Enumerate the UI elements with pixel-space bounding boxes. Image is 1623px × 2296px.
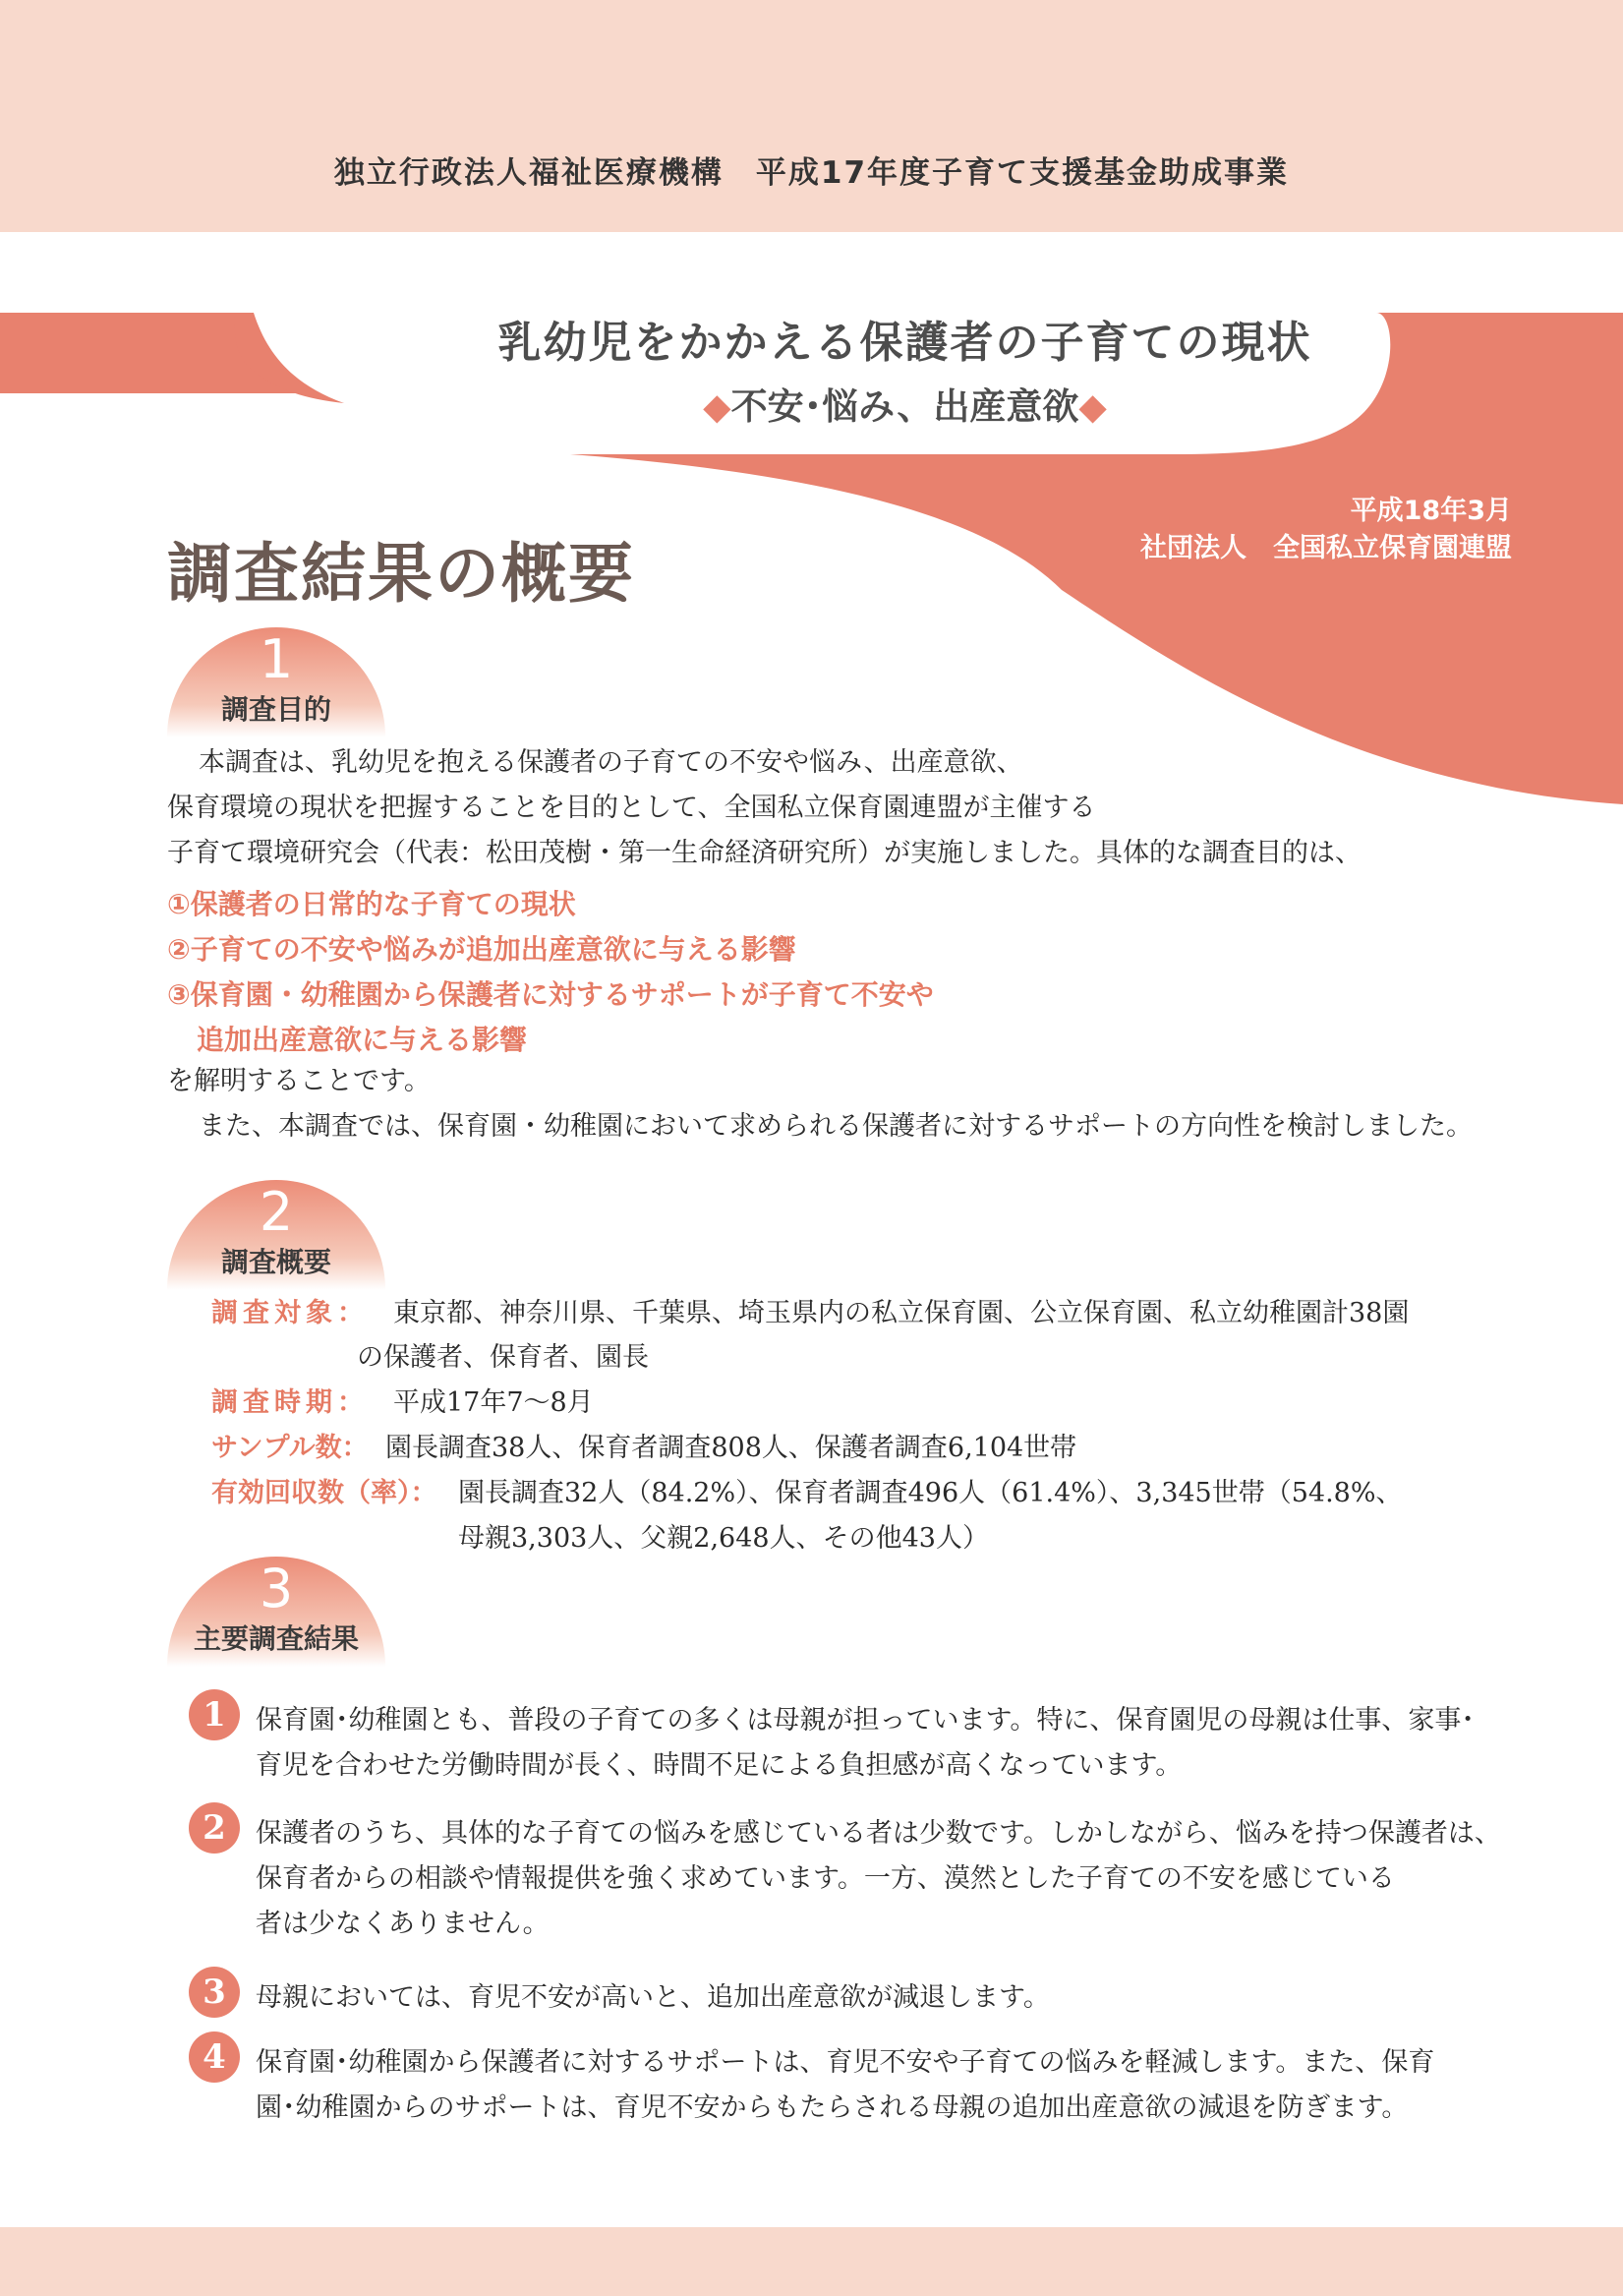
diamond-right-icon: ◆ <box>1078 385 1107 428</box>
publication-date: 平成18年3月 <box>1350 496 1512 526</box>
purpose-intro-line: 本調査は、乳幼児を抱える保護者の子育ての不安や悩み、出産意欲、 <box>199 747 1023 778</box>
publisher-name: 社団法人 全国私立保育園連盟 <box>1140 533 1512 563</box>
overview-target-value: 東京都、神奈川県、千葉県、埼玉県内の私立保育園、公立保育園、私立幼稚園計38園 <box>393 1298 1410 1328</box>
overview-response-value: 園長調査32人（84.2%）、保育者調査496人（61.4%）、3,345世帯（54.8%、 <box>458 1478 1403 1508</box>
result-line: 母親においては、育児不安が高いと、追加出産意欲が減退します。 <box>256 1982 1050 2013</box>
section-number: 1 <box>259 628 294 690</box>
result-number-badge: 2 <box>189 1802 240 1854</box>
section-badge-2 <box>167 1180 385 1290</box>
overview-sample-label: サンプル数： <box>211 1433 369 1463</box>
overview-sample-value: 園長調査38人、保育者調査808人、保護者調査6,104世帯 <box>385 1433 1077 1463</box>
section-title: 主要調査結果 <box>193 1622 359 1655</box>
overview-target-label: 調査対象： <box>211 1298 369 1328</box>
result-line: 保育園･幼稚園から保護者に対するサポートは、育児不安や子育ての悩みを軽減します。また、保育 <box>256 2047 1435 2078</box>
purpose-item: ③保育園・幼稚園から保護者に対するサポートが子育て不安や <box>167 978 934 1011</box>
section-badge-1 <box>167 627 385 737</box>
result-line: 育児を合わせた労働時間が長く、時間不足による負担感が高くなっています。 <box>256 1750 1183 1781</box>
purpose-item: ②子育ての不安や悩みが追加出産意欲に与える影響 <box>167 933 796 966</box>
result-number-badge: 4 <box>189 2031 240 2083</box>
purpose-item: ①保護者の日常的な子育ての現状 <box>167 888 576 920</box>
purpose-intro-line: 保育環境の現状を把握することを目的として、全国私立保育園連盟が主催する <box>167 793 1096 823</box>
diamond-left-icon: ◆ <box>703 385 731 428</box>
overview-period-label: 調査時期： <box>211 1387 369 1418</box>
overview-target-value: の保護者、保育者、園長 <box>357 1342 649 1373</box>
section-badge-3 <box>167 1557 385 1667</box>
overview-response-value: 母親3,303人、父親2,648人、その他43人） <box>458 1523 989 1554</box>
result-line: 保育園･幼稚園とも、普段の子育ての多くは母親が担っています。特に、保育園児の母親は仕事、家事･ <box>256 1705 1475 1736</box>
result-line: 者は少なくありません。 <box>256 1909 550 1939</box>
purpose-closing: を解明することです。 <box>167 1066 431 1096</box>
overview-period-value: 平成17年7～8月 <box>393 1387 594 1418</box>
section-title: 調査目的 <box>220 693 331 726</box>
result-line: 園･幼稚園からのサポートは、育児不安からもたらされる母親の追加出産意欲の減退を防ぎます。 <box>256 2092 1409 2123</box>
header-program-text: 独立行政法人福祉医療機構 平成17年度子育て支援基金助成事業 <box>333 155 1290 191</box>
result-number-badge: 3 <box>189 1967 240 2018</box>
result-number-badge: 1 <box>189 1689 240 1740</box>
main-title: 乳幼児をかかえる保護者の子育ての現状 <box>497 318 1312 368</box>
purpose-extra: また、本調査では、保育園・幼稚園において求められる保護者に対するサポートの方向性を検討しました。 <box>199 1111 1473 1142</box>
purpose-intro-line: 子育て環境研究会（代表：松田茂樹・第一生命経済研究所）が実施しました。具体的な調査目的は、 <box>167 838 1362 868</box>
result-line: 保護者のうち、具体的な子育ての悩みを感じている者は少数です。しかしながら、悩みを持つ保護者は、 <box>256 1818 1501 1849</box>
page-title: 調査結果の概要 <box>167 536 635 612</box>
section-number: 2 <box>259 1181 294 1243</box>
overview-response-label: 有効回収数（率）： <box>211 1478 437 1508</box>
subtitle-text: 不安･悩み、出産意欲 <box>730 385 1079 428</box>
bottom-band <box>0 2227 1623 2296</box>
result-line: 保育者からの相談や情報提供を強く求めています。一方、漠然とした子育ての不安を感じている <box>256 1863 1395 1894</box>
main-subtitle <box>0 377 1623 430</box>
section-title: 調査概要 <box>220 1246 331 1278</box>
section-number: 3 <box>259 1558 294 1619</box>
purpose-item: 追加出産意欲に与える影響 <box>197 1024 528 1056</box>
